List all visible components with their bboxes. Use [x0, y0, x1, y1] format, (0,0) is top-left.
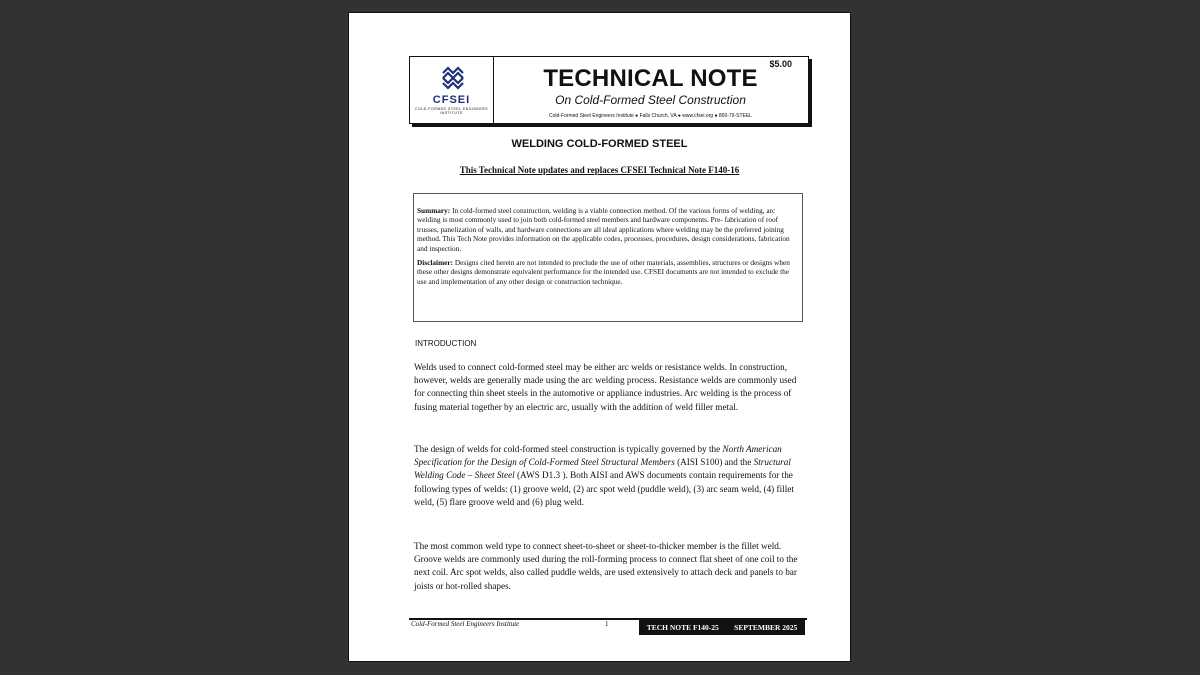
summary-box — [413, 193, 803, 322]
header-subtitle: On Cold-Formed Steel Construction — [555, 93, 746, 107]
footer-page-number: 1 — [605, 620, 609, 628]
footer-tech-note-id: TECH NOTE F140-25 — [646, 623, 719, 632]
header-contact-line: Cold-Formed Steel Engineers Institute ● Falls Church, VA ● www.cfsei.org ● 800-79-STEEL — [549, 113, 752, 119]
paragraph-2-part-3: (AWS D1.3 ). Both AISI and AWS documents contain requirements for the following types of welds: (1) groove weld, (2) arc spot weld (puddle weld), (3) arc seam weld, (4) fillet weld, (5) flare groove weld and (6) plug weld. — [414, 470, 794, 507]
document-title: WELDING COLD-FORMED STEEL — [511, 138, 688, 150]
logo-wordmark: CFSEI — [432, 94, 471, 106]
cfsei-logo-mark-icon — [440, 65, 466, 91]
update-note: This Technical Note updates and replaces CFSEI Technical Note F140-16 — [459, 165, 740, 175]
cfsei-logo — [410, 57, 494, 123]
technical-note-header — [409, 56, 809, 124]
introduction-paragraph-1: Welds used to connect cold-formed steel may be either arc welds or resistance welds. In construction, however, welds are generally made using the arc welding process. Resistance welds are commonly used for connecting thin sheet steels in the automotive or appliance industries. Arc welding is the process of fusing material together by an electric arc, usually with the addition of weld filler metal. — [414, 362, 797, 412]
introduction-paragraph-3: The most common weld type to connect sheet-to-sheet or sheet-to-thicker member is the fillet weld. Groove welds are commonly used during the roll-forming process to connect flat sheet of one coil to the next coil. Arc spot welds, also called puddle welds, are used extensively to attach deck and panels to bar joists or hot-rolled shapes. — [414, 541, 798, 591]
disclaimer-text: Designs cited herein are not intended to preclude the use of other materials, assemblies, structures or designs when these other designs demonstrate equivalent performance for the intended use. CFSEI documents are not intended to exclude the use and implementation of any other design or construction technique. — [417, 258, 790, 286]
footer-date: SEPTEMBER 2025 — [734, 623, 798, 632]
footer-organization: Cold-Formed Steel Engineers Institute — [411, 620, 520, 628]
aws-code-title: Structural Welding Code – Sheet Steel — [414, 457, 791, 481]
paragraph-2-part-2: (AISI S100) and the — [674, 457, 754, 468]
footer-tech-note-badge — [639, 620, 805, 635]
aisi-specification-title: North American Specification for the Design of Cold-Formed Steel Structural Members — [414, 444, 782, 468]
disclaimer-paragraph — [417, 258, 798, 286]
disclaimer-label: Disclaimer: — [417, 258, 454, 268]
paragraph-2-part-1: The design of welds for cold-formed steel construction is typically governed by the — [414, 444, 723, 454]
logo-subtext: COLD-FORMED STEEL ENGINEERS INSTITUTE — [414, 107, 489, 115]
document-page — [348, 12, 851, 662]
summary-paragraph — [417, 206, 798, 253]
summary-label: Summary: — [417, 206, 451, 215]
introduction-heading: INTRODUCTION — [415, 339, 477, 348]
summary-text: In cold-formed steel construction, welding is a viable connection method. Of the various forms of welding, arc welding is most commonly used to join both cold-formed steel members and hardware components. Pre- fabrication of roof trusses, panelization of walls, and hardware connections are all ideal applications where welding may be the preferred joining method. This Tech Note provides information on the applicable codes, processes, procedures, design considerations, fabrication and inspection. — [417, 206, 790, 253]
price-label: $5.00 — [769, 59, 792, 69]
header-title: TECHNICAL NOTE — [543, 65, 758, 92]
introduction-paragraph-2 — [414, 443, 804, 509]
